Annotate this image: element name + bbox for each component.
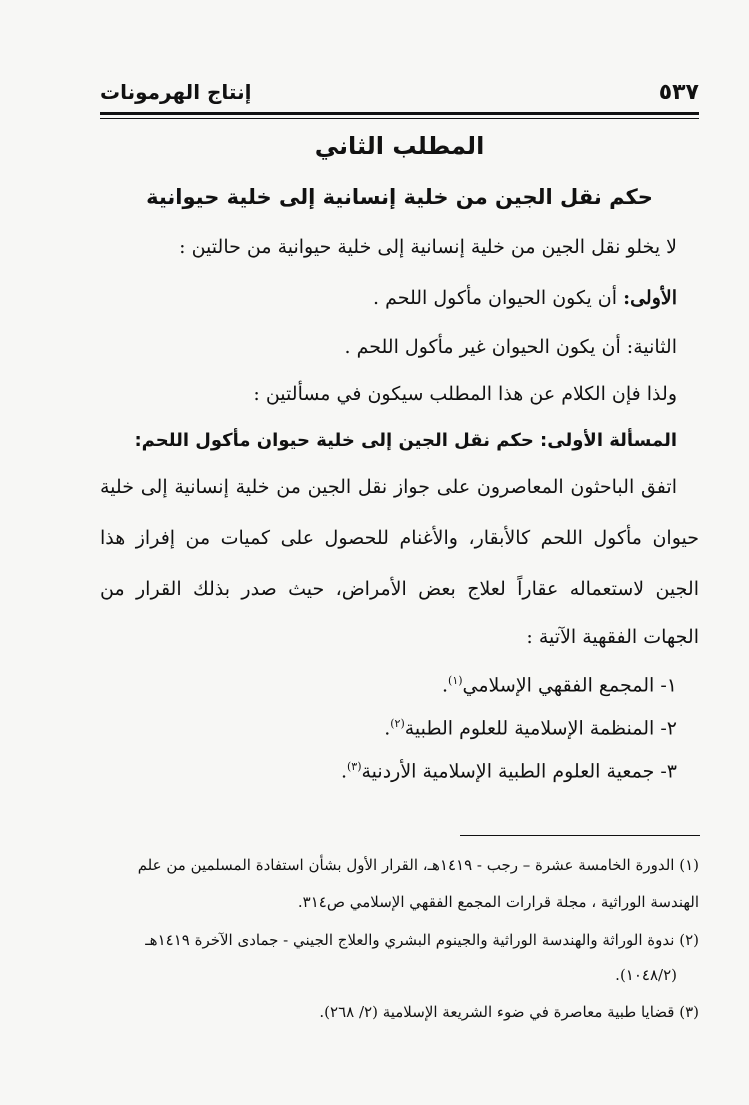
case-2-label: الثانية:: [626, 336, 677, 358]
paragraph-line-3: الجين لاستعماله عقاراً لعلاج بعض الأمراض، حيث صدر بذلك القرار من: [100, 578, 699, 600]
intro-line: لا يخلو نقل الجين من خلية إنسانية إلى خلية حيوانية من حالتين :: [179, 236, 677, 258]
list-item: [100, 674, 677, 696]
footnote-1-line-1: (١) الدورة الخامسة عشرة – رجب - ١٤١٩هـ، القرار الأول بشأن استفادة المسلمين من علم: [137, 856, 699, 874]
therefore-line: ولذا فإن الكلام عن هذا المطلب سيكون في مسألتين :: [253, 383, 677, 405]
list-item-number: ٢-: [660, 717, 677, 740]
list-item-number: ٣-: [660, 760, 677, 783]
list-item-end: .: [384, 717, 391, 740]
list-item-end: .: [340, 760, 347, 783]
issue-1-heading: المسألة الأولى: حكم نقل الجين إلى خلية حيوان مأكول اللحم:: [134, 430, 677, 451]
footnote-ref: (١): [448, 674, 463, 687]
running-header-title: إنتاج الهرمونات: [100, 80, 252, 104]
footnote-2-line-1: (٢) ندوة الوراثة والهندسة الوراثية والجينوم البشري والعلاج الجيني - جمادى الآخرة ١٤١٩هـ: [145, 931, 699, 949]
list-item: [100, 760, 677, 782]
list-item-number: ١-: [660, 674, 677, 697]
list-item-text: المنظمة الإسلامية للعلوم الطبية: [404, 717, 655, 740]
footnote-1-line-2: الهندسة الوراثية ، مجلة قرارات المجمع الفقهي الإسلامي ص٣١٤.: [297, 893, 699, 911]
footnote-3: (٣) قضايا طبية معاصرة في ضوء الشريعة الإسلامية (٢/ ٢٦٨).: [319, 1003, 699, 1021]
paragraph-line-1: اتفق الباحثون المعاصرون على جواز نقل الجين من خلية إنسانية إلى خلية: [100, 476, 677, 498]
section-heading: المطلب الثاني: [314, 132, 485, 160]
footnote-separator: [460, 835, 700, 836]
case-1-line: [100, 287, 677, 309]
case-1-text: أن يكون الحيوان مأكول اللحم .: [372, 287, 618, 309]
case-2-line: [100, 336, 677, 358]
case-2-text: أن يكون الحيوان غير مأكول اللحم .: [344, 336, 621, 358]
running-header: [100, 74, 699, 110]
footnote-2-line-2: (١٠٤٨/٢).: [615, 966, 677, 984]
footnote-ref: (٣): [346, 760, 362, 773]
list-item-end: .: [441, 674, 449, 697]
footnote-ref: (٢): [390, 717, 405, 730]
list-item-text: جمعية العلوم الطبية الإسلامية الأردنية: [361, 760, 655, 783]
case-1-label: الأولى:: [623, 287, 677, 309]
list-item: [100, 717, 677, 739]
section-subtitle: حكم نقل الجين من خلية إنسانية إلى خلية حيوانية: [146, 185, 653, 209]
header-rule-thin: [100, 118, 699, 119]
page-number: ٥٣٧: [658, 79, 699, 105]
paragraph-line-2: حيوان مأكول اللحم كالأبقار، والأغنام للحصول على كميات من إفراز هذا: [100, 527, 699, 549]
list-item-text: المجمع الفقهي الإسلامي: [462, 674, 655, 697]
header-rule-thick: [100, 112, 699, 115]
paragraph-line-4: الجهات الفقهية الآتية :: [526, 626, 699, 648]
